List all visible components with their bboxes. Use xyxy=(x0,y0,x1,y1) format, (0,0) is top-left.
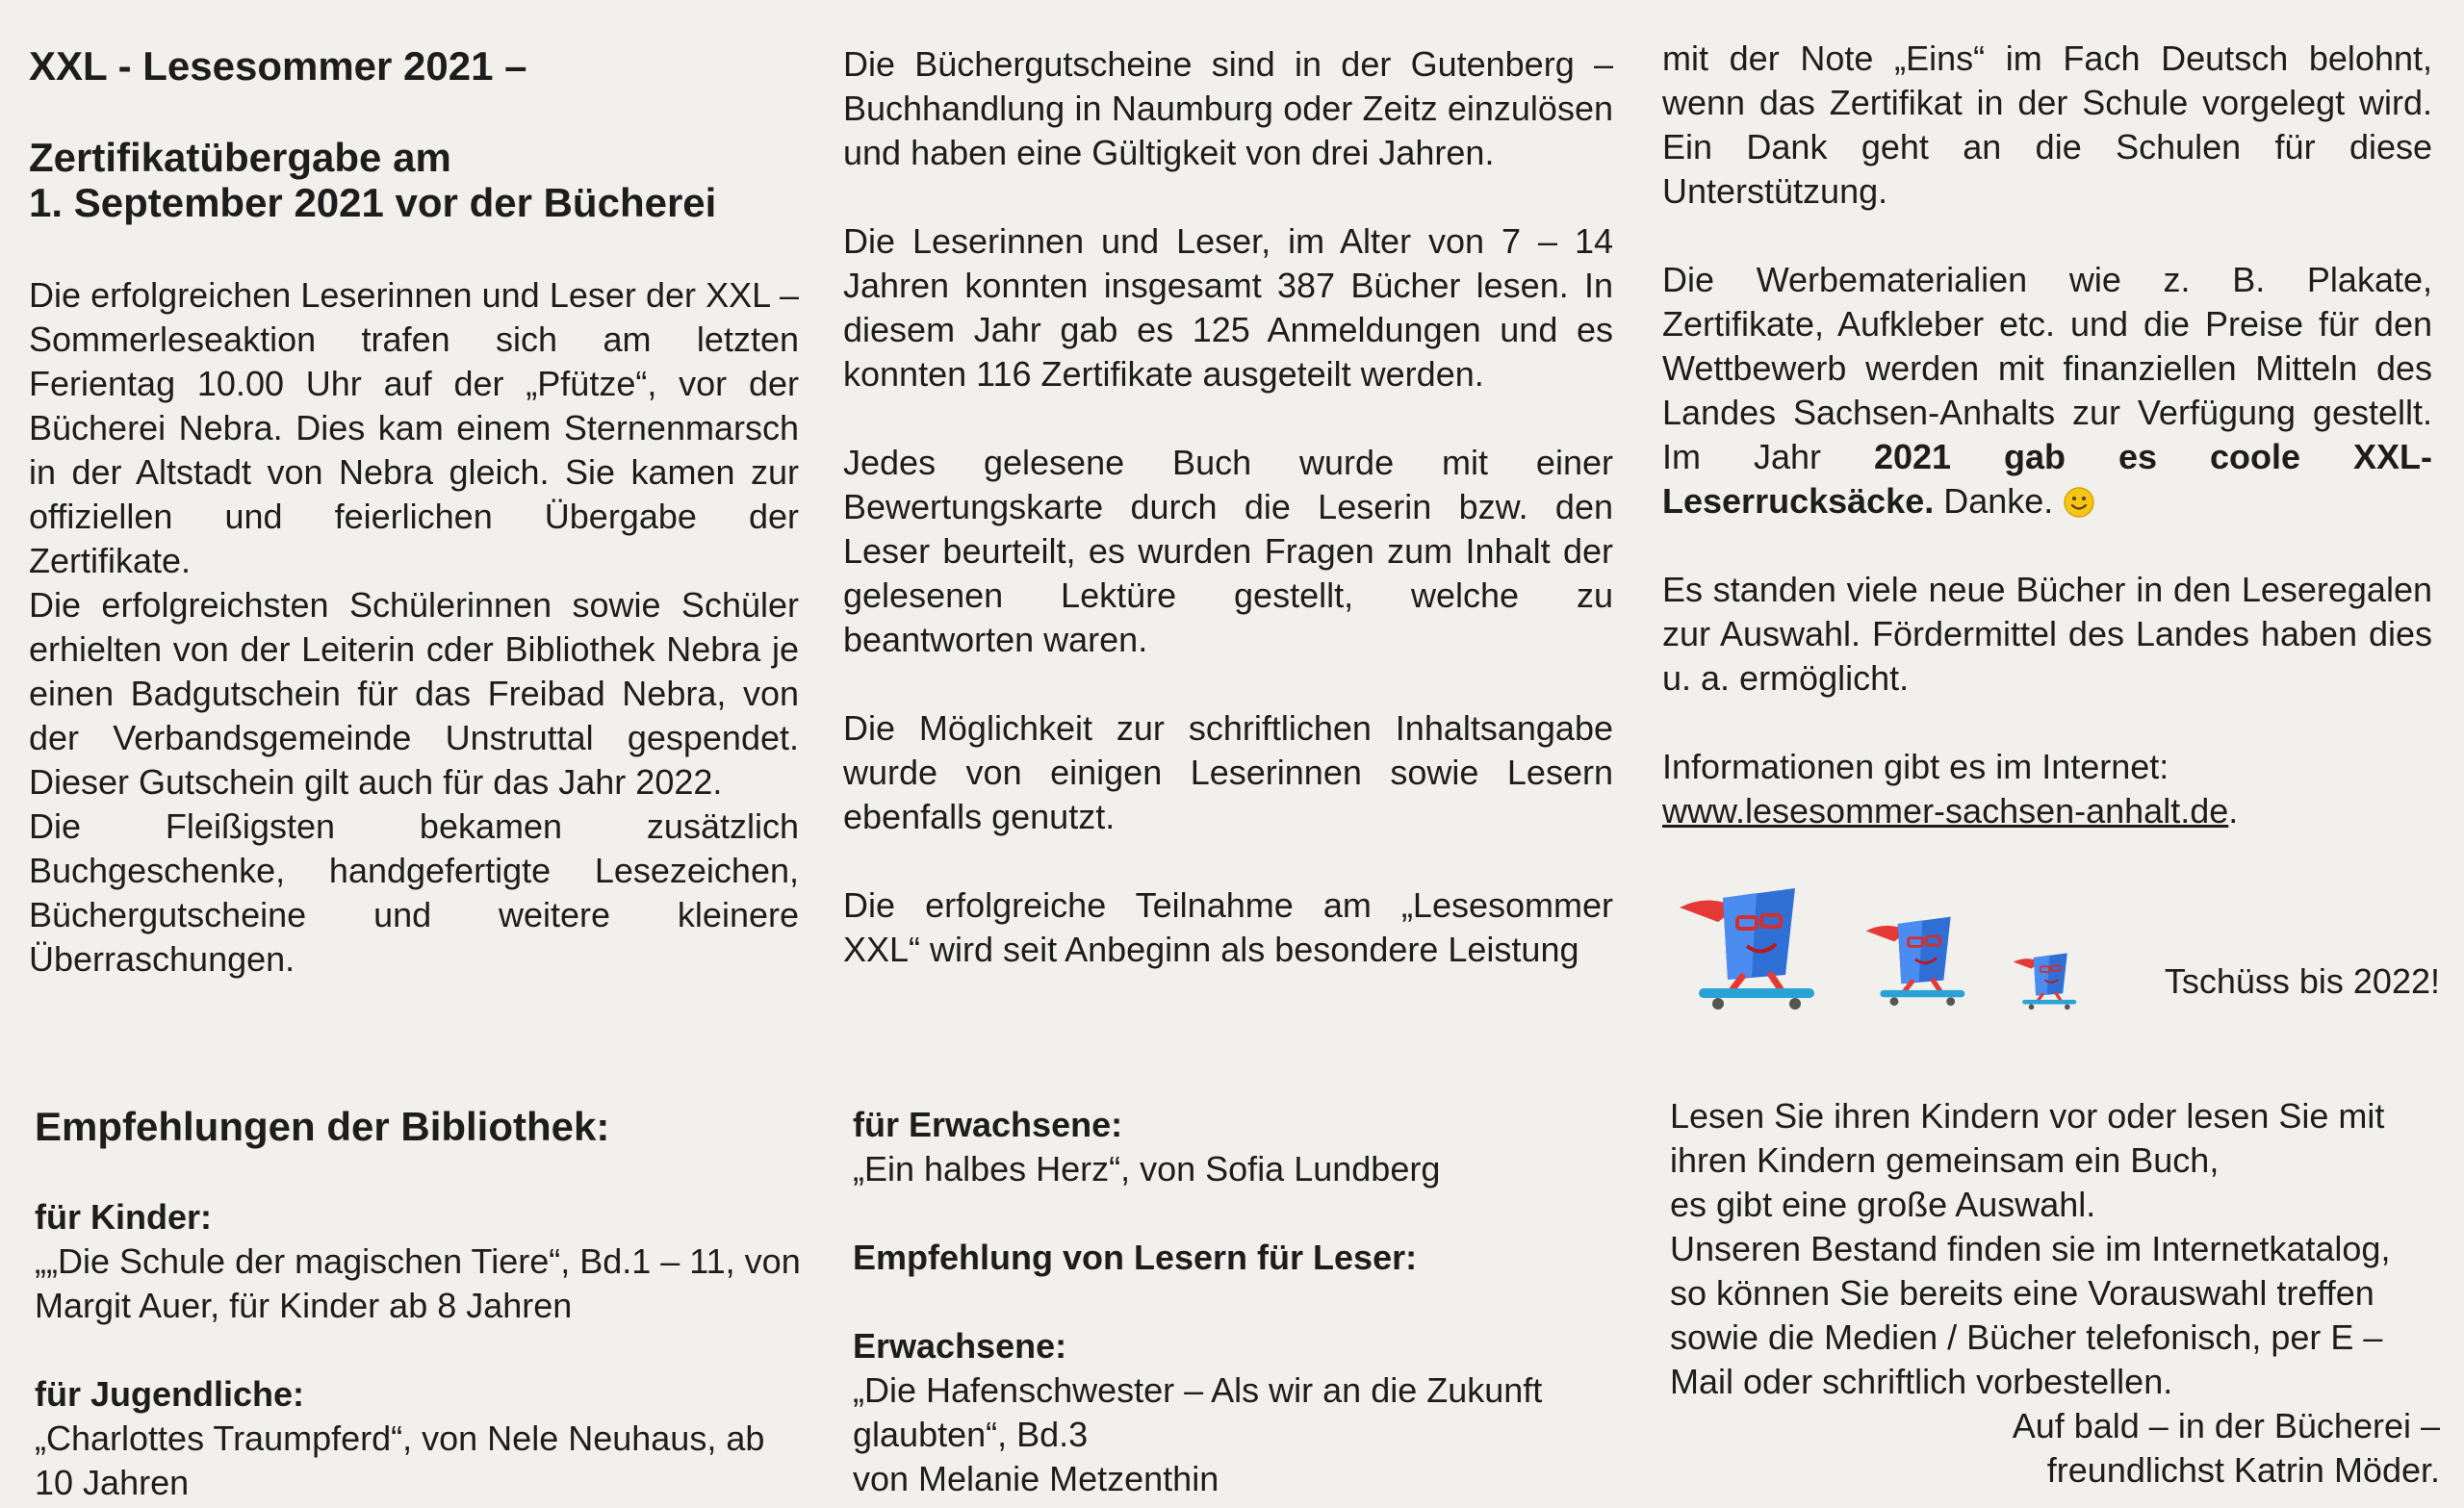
article-subtitle xyxy=(29,135,799,225)
subtitle-line-2: 1. September 2021 vor der Bücherei xyxy=(29,180,717,225)
paragraph-info: Informationen gibt es im Internet: www.lesesommer-sachsen-anhalt.de. xyxy=(1662,747,2239,831)
article-title: XXL - Lesesommer 2021 – xyxy=(29,43,527,89)
paragraph-gifts: Die Fleißigsten bekamen zusätzlich Buchgeschenke, handgefertigte Lesezeichen, Büchergutscheine und weitere kleinere Überraschungen. xyxy=(29,806,799,979)
website-link[interactable]: www.lesesommer-sachsen-anhalt.de xyxy=(1662,791,2229,831)
paragraph-new-books: Es standen viele neue Bücher in den Leseregalen zur Auswahl. Fördermittel des Landes haben dies u. a. ermöglicht. xyxy=(1662,570,2432,698)
paragraph-grade: mit der Note „Eins“ im Fach Deutsch belohnt, wenn das Zertifikat in der Schule vorgelegt wird. Ein Dank geht an die Schulen für diese Unterstützung. xyxy=(1662,38,2432,211)
kids-recommendation: „„Die Schule der magischen Tiere“, Bd.1 – 11, von Margit Auer, für Kinder ab 8 Jahren xyxy=(35,1241,801,1325)
column-3 xyxy=(1662,37,2432,833)
book-mascot-skateboard-large-icon xyxy=(1670,869,1824,1013)
paragraph-intro: Die erfolgreichen Leserinnen und Leser der XXL – Sommerleseaktion trafen sich am letzten Ferientag 10.00 Uhr auf der „Pfütze“, vor der Bücherei Nebra. Dies kam einem Sternenmarsch in der Altstadt von Nebra gleich. Sie kamen zur offiziellen und feierlichen Übergabe der Zertifikate. xyxy=(29,275,799,580)
book-mascot-skateboard-medium-icon xyxy=(1858,903,1973,1009)
readers-label: Empfehlung von Lesern für Leser: xyxy=(853,1238,1418,1277)
adults-recommendation: „Ein halbes Herz“, von Sofia Lundberg xyxy=(853,1149,1441,1189)
paragraph-top-students: Die erfolgreichsten Schülerinnen sowie Schüler erhielten von der Leiterin cder Bibliothek Nebra je einen Badgutschein für das Freibad Nebra, von der Verbandsgemeinde Unstruttal gespendet. Dieser Gutschein gilt auch für das Jahr 2022. xyxy=(29,585,799,802)
paragraph-rating-cards: Jedes gelesene Buch wurde mit einer Bewertungskarte durch die Leserin bzw. den Leser beurteilt, es wurden Fragen zum Inhalt der gelesenen Lektüre gestellt, welche zu beantworten waren. xyxy=(843,443,1613,659)
adults-label: für Erwachsene: xyxy=(853,1105,1123,1144)
paragraph-statistics: Die Leserinnen und Leser, im Alter von 7 – 14 Jahren konnten insgesamt 387 Bücher lesen. In diesem Jahr gab es 125 Anmeldungen und es konnten 116 Zertifikate ausgeteilt werden. xyxy=(843,221,1613,394)
closing-note xyxy=(1670,1094,2440,1493)
paragraph-materials: Die Werbematerialien wie z. B. Plakate, Zertifikate, Aufkleber etc. und die Preise für den Wettbewerb werden mit finanziellen Mitteln des Landes Sachsen-Anhalts zur Verfügung gestellt. Im Jahr 2021 gab es coole XXL-Leserrucksäcke. Danke. xyxy=(1662,260,2432,521)
farewell-text: Tschüss bis 2022! xyxy=(2164,961,2440,1001)
closing-text: Lesen Sie ihren Kindern vor oder lesen Sie mit ihren Kindern gemeinsam ein Buch, es gibt eine große Auswahl. Unseren Bestand finden sie im Internetkatalog, so können Sie bereits eine Vorauswahl treffen sowie die Medien / Bücher telefonisch, per E – Mail oder schriftlich vorbestellen. xyxy=(1670,1096,2391,1401)
column-1 xyxy=(29,42,799,982)
signature: Auf bald – in der Bücherei – freundlichst Katrin Möder. xyxy=(2012,1406,2440,1490)
book-mascot-skateboard-small-icon xyxy=(2009,944,2081,1011)
paragraph-vouchers: Die Büchergutscheine sind in der Gutenberg – Buchhandlung in Naumburg oder Zeitz einzulösen und haben eine Gültigkeit von drei Jahren. xyxy=(843,44,1613,172)
bold-backpacks: 2021 gab es coole XXL-Leserrucksäcke. xyxy=(1662,437,2432,521)
teens-recommendation: „Charlottes Traumpferd“, von Nele Neuhaus, ab 10 Jahren xyxy=(35,1419,765,1502)
recommendations-middle xyxy=(853,1103,1623,1501)
kids-label: für Kinder: xyxy=(35,1197,212,1237)
recommendations-left xyxy=(35,1103,805,1505)
recommendations-heading: Empfehlungen der Bibliothek: xyxy=(35,1104,610,1149)
smiley-icon xyxy=(2063,486,2095,519)
subtitle-line-1: Zertifikatübergabe am xyxy=(29,135,451,180)
teens-label: für Jugendliche: xyxy=(35,1374,305,1414)
readers-adults-label: Erwachsene: xyxy=(853,1326,1067,1366)
column-2 xyxy=(843,42,1613,972)
readers-adults-recommendation: „Die Hafenschwester – Als wir an die Zukunft glaubten“, Bd.3 von Melanie Metzenthin xyxy=(853,1370,1543,1498)
mascot-row xyxy=(1670,859,2440,1033)
paragraph-summaries: Die Möglichkeit zur schriftlichen Inhaltsangabe wurde von einigen Leserinnen sowie Lesern ebenfalls genutzt. xyxy=(843,708,1613,836)
paragraph-participation: Die erfolgreiche Teilnahme am „Lesesommer XXL“ wird seit Anbeginn als besondere Leistung xyxy=(843,885,1613,969)
